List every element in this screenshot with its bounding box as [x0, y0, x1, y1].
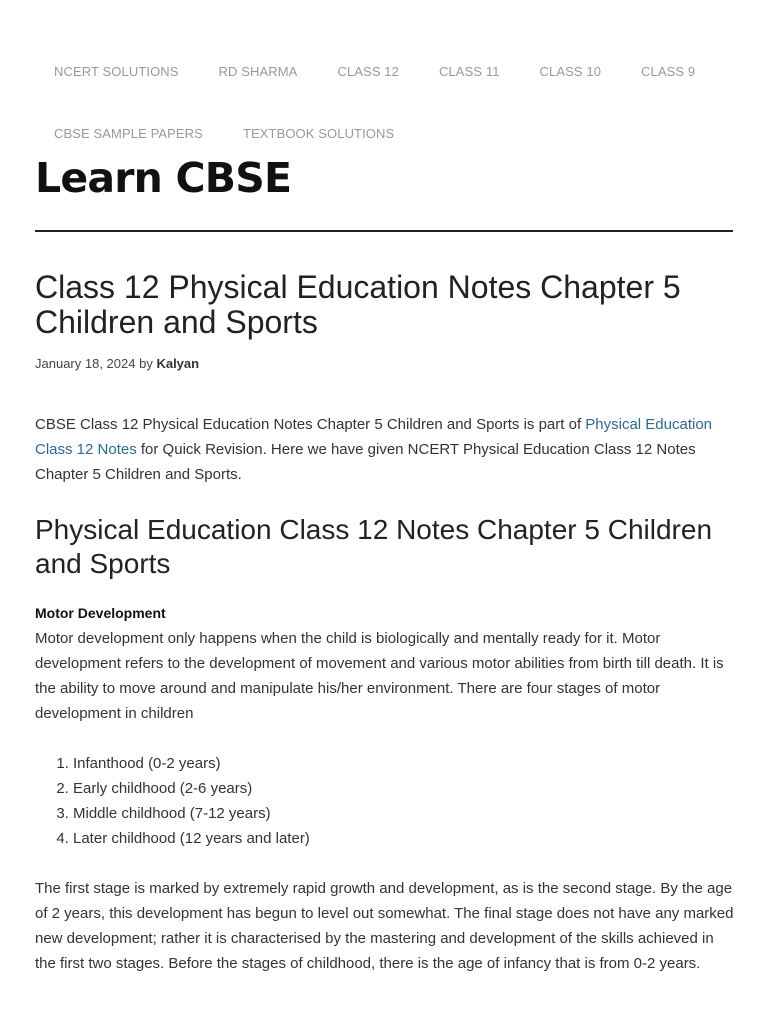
- byline-by: by: [139, 356, 153, 371]
- site-title[interactable]: Learn CBSE: [35, 154, 292, 202]
- page-title: Class 12 Physical Education Notes Chapter 5 Children and Sports: [35, 269, 681, 340]
- list-item: 1. Infanthood (0-2 years): [73, 751, 735, 776]
- stages-list: [35, 751, 735, 851]
- intro-text-after: for Quick Revision. Here we have given NCERT Physical Education Class 12 Notes Chapter 5 Children and Sports.: [35, 441, 696, 483]
- nav-link-cbse-sample-papers[interactable]: CBSE SAMPLE PAPERS: [54, 125, 203, 141]
- section-heading: Physical Education Class 12 Notes Chapter 5 Children and Sports: [35, 514, 713, 579]
- post-date: January 18, 2024: [35, 356, 136, 371]
- list-item: 3. Middle childhood (7-12 years): [73, 801, 735, 826]
- nav-link-textbook-solutions[interactable]: TEXTBOOK SOLUTIONS: [242, 125, 395, 141]
- entry-meta: [35, 356, 199, 371]
- post-author[interactable]: Kalyan: [156, 356, 200, 371]
- header-divider: [35, 230, 733, 232]
- intro-paragraph: [35, 412, 735, 487]
- nav-link-ncert-solutions[interactable]: NCERT SOLUTIONS: [54, 63, 179, 79]
- nav-link-class-10[interactable]: CLASS 10: [539, 63, 602, 79]
- nav-row-1: [34, 40, 744, 102]
- list-item: 4. Later childhood (12 years and later): [73, 826, 735, 851]
- nav-link-class-9[interactable]: CLASS 9: [641, 63, 696, 79]
- primary-navigation: [34, 40, 744, 164]
- closing-paragraph: The first stage is marked by extremely rapid growth and development, as is the second stage. By the age of 2 years, this development has begun to level out somewhat. The final stage does not have any marked new development; rather it is characterised by the mastering and development of the skills achieved in the first two stages. Before the stages of childhood, there is the age of infancy that is from 0-2 years.: [35, 880, 734, 972]
- nav-link-class-11[interactable]: CLASS 11: [438, 63, 500, 79]
- motor-development-label: Motor Development: [35, 605, 166, 621]
- motor-development-paragraph: Motor development only happens when the child is biologically and mentally ready for it. Motor development refers to the development of movement and various motor abilities from birth till death. It is the ability to move around and manipulate his/her environment. There are four stages of motor development in children: [35, 630, 724, 722]
- intro-text-before: CBSE Class 12 Physical Education Notes Chapter 5 Children and Sports is part of: [35, 416, 586, 433]
- list-item: 2. Early childhood (2-6 years): [73, 776, 735, 801]
- physical-education-notes-link[interactable]: Physical Education Class 12 Notes: [35, 416, 713, 458]
- nav-link-rd-sharma[interactable]: RD SHARMA: [218, 63, 298, 79]
- article-content: [35, 412, 735, 976]
- nav-link-class-12[interactable]: CLASS 12: [337, 63, 399, 79]
